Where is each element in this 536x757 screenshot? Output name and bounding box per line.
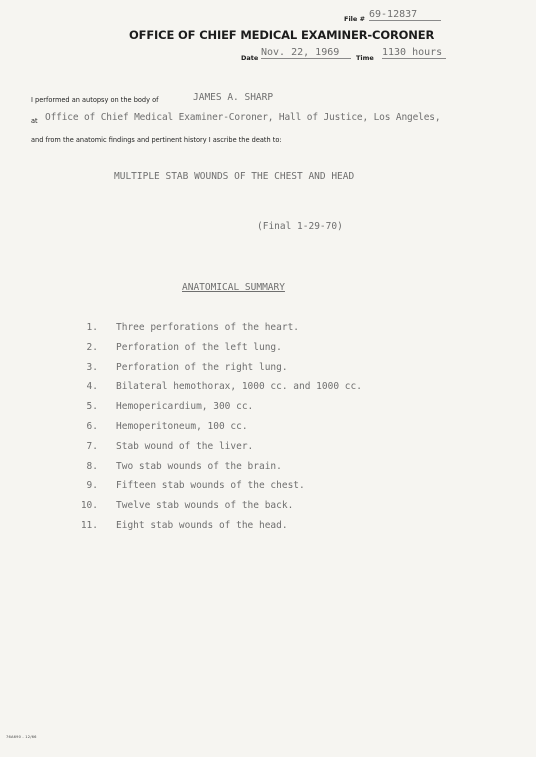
item-number: 3. (86, 361, 98, 373)
list-item (76, 480, 362, 500)
list-item (76, 500, 362, 520)
time-value: 1130 hours (382, 47, 446, 59)
item-number: 10. (80, 500, 98, 512)
autopsy-statement-label: I performed an autopsy on the body of (31, 96, 159, 104)
file-number-value: 69-12837 (369, 9, 441, 21)
item-text: Stab wound of the liver. (116, 440, 254, 452)
cause-of-death: MULTIPLE STAB WOUNDS OF THE CHEST AND HEAD (114, 171, 355, 182)
list-item (76, 381, 362, 401)
item-number: 1. (86, 322, 98, 333)
item-number: 2. (86, 341, 98, 353)
item-number: 11. (80, 519, 98, 531)
item-text: Two stab wounds of the brain. (116, 460, 282, 472)
item-number: 4. (86, 381, 98, 393)
list-item (76, 441, 362, 461)
list-item (76, 362, 362, 382)
item-text: Hemopericardium, 300 cc. (116, 401, 254, 413)
list-item (76, 401, 362, 421)
time-label: Time (356, 54, 374, 62)
item-text: Fifteen stab wounds of the chest. (116, 480, 305, 492)
item-number: 8. (86, 460, 98, 472)
location-label: at (31, 117, 38, 125)
item-number: 9. (86, 480, 98, 492)
date-value: Nov. 22, 1969 (261, 47, 351, 59)
item-text: Eight stab wounds of the head. (116, 519, 288, 531)
item-text: Hemoperitoneum, 100 cc. (116, 420, 248, 432)
form-code: 76A690 - 12/66 (6, 735, 37, 739)
item-text: Twelve stab wounds of the back. (116, 500, 294, 512)
item-text: Perforation of the left lung. (116, 341, 282, 353)
list-item (76, 322, 362, 342)
list-item (76, 421, 362, 441)
list-item (76, 461, 362, 481)
summary-heading: ANATOMICAL SUMMARY (182, 282, 285, 293)
anatomical-summary-list (76, 322, 362, 540)
final-note: (Final 1-29-70) (257, 221, 343, 232)
office-title: OFFICE OF CHIEF MEDICAL EXAMINER-CORONER (129, 28, 435, 42)
cause-statement-label: and from the anatomic findings and pertinent history I ascribe the death to: (31, 136, 282, 144)
item-text: Three perforations of the heart. (116, 322, 300, 333)
date-label: Date (241, 54, 259, 62)
item-text: Perforation of the right lung. (116, 361, 288, 373)
list-item (76, 342, 362, 362)
item-number: 5. (86, 401, 98, 413)
deceased-name: JAMES A. SHARP (193, 92, 274, 103)
file-number-label: File # (344, 15, 366, 23)
item-text: Bilateral hemothorax, 1000 cc. and 1000 cc. (116, 381, 362, 393)
autopsy-location: Office of Chief Medical Examiner-Coroner, Hall of Justice, Los Angeles, (45, 112, 441, 123)
item-number: 6. (86, 420, 98, 432)
item-number: 7. (86, 440, 98, 452)
list-item (76, 520, 362, 540)
